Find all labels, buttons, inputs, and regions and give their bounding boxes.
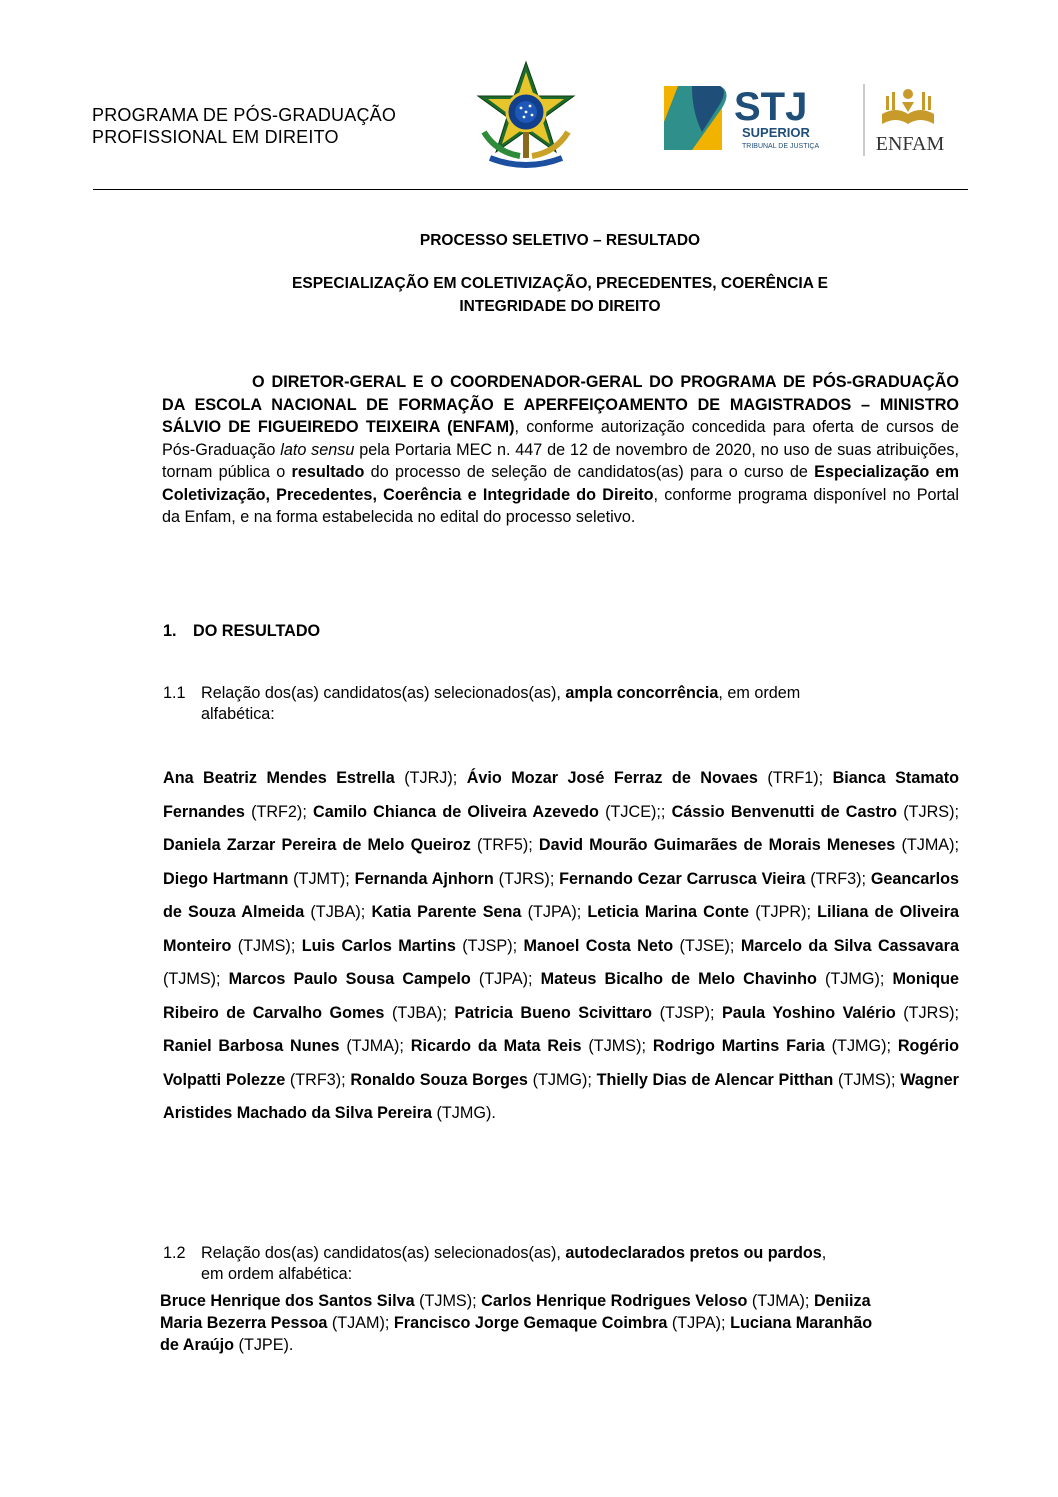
candidate-name: Geancarlos de Souza Almeida (163, 869, 959, 921)
candidate-court: (TRF1); (757, 769, 833, 787)
subsection-bold: ampla concorrência (565, 684, 719, 702)
candidate-name: Liliana de Oliveira Monteiro (163, 903, 959, 955)
candidate-court: (TJBA); (304, 903, 372, 921)
intro-result: resultado (291, 463, 365, 481)
candidate-court: (TJRJ); (394, 769, 467, 787)
candidate-court: (TJSP); (455, 936, 524, 955)
candidate-court: (TRF5); (470, 836, 539, 854)
section-number: 1. (163, 622, 177, 640)
candidate-court: (TJMS); (163, 970, 229, 988)
candidate-court: (TJAM); (327, 1314, 394, 1332)
candidate-name: Leticia Marina Conte (587, 903, 750, 921)
candidate-court: (TJRS); (895, 1003, 960, 1022)
candidate-court: (TJRS); (493, 869, 560, 888)
candidate-court: (TRF2); (244, 802, 313, 821)
candidate-court: (TJMG). (432, 1104, 496, 1122)
course-title-line-2: INTEGRIDADE DO DIREITO (459, 298, 661, 315)
candidate-name: Katia Parente Sena (371, 903, 522, 921)
brazil-coat-of-arms-icon (470, 58, 582, 178)
candidate-court: (TRF3); (805, 869, 871, 888)
candidate-name: Ana Beatriz Mendes Estrella (163, 769, 395, 787)
candidate-court: (TRF3); (285, 1070, 351, 1089)
course-title (160, 272, 960, 318)
subsection-continuation: alfabética: (201, 705, 275, 723)
candidate-court: (TJPA); (470, 970, 541, 988)
stj-line-2: TRIBUNAL DE JUSTIÇA (742, 143, 820, 150)
candidate-name: Rodrigo Martins Faria (652, 1037, 825, 1055)
course-title-line-1: ESPECIALIZAÇÃO EM COLETIVIZAÇÃO, PRECEDENTES, COERÊNCIA E (292, 275, 828, 292)
candidate-name: Wagner Aristides Machado da Silva Pereira (163, 1070, 959, 1122)
candidate-court: (TJMA); (747, 1292, 814, 1310)
enfam-logo (862, 80, 958, 160)
intro-text-4: , conforme programa disponível no Portal da Enfam, e na forma estabelecida no edital do processo seletivo. (162, 485, 959, 526)
candidates-list-pretos-pardos (160, 1290, 880, 1356)
candidate-court: (TJMT); (288, 869, 355, 888)
header-divider (93, 189, 968, 190)
candidate-name: Francisco Jorge Gemaque Coimbra (393, 1314, 668, 1332)
intro-text-2: pela Portaria MEC n. 447 de 12 de novembro de 2020, no uso de suas atribuições, tornam pública o (162, 440, 960, 481)
candidate-name: Thielly Dias de Alencar Pitthan (596, 1070, 834, 1089)
subsection-1-2 (163, 1243, 958, 1285)
candidate-court: (TJMG); (527, 1070, 597, 1089)
candidate-name: Monique Ribeiro de Carvalho Gomes (163, 970, 959, 1022)
candidate-name: Marcelo da Silva Cassavara (740, 936, 959, 955)
candidate-court: (TJMS); (581, 1037, 653, 1055)
candidate-court: (TJBA); (384, 1003, 455, 1022)
document-title: PROCESSO SELETIVO – RESULTADO (419, 232, 701, 249)
subsection-label: 1.1 (163, 684, 186, 702)
intro-italic: lato sensu (280, 440, 355, 459)
candidate-name: Ávio Mozar José Ferraz de Novaes (466, 769, 758, 787)
candidate-court: (TJPE). (234, 1336, 294, 1354)
candidate-name: Cássio Benvenutti de Castro (671, 802, 898, 821)
candidate-name: Daniela Zarzar Pereira de Melo Queiroz (163, 836, 471, 854)
program-line-1: PROGRAMA DE PÓS-GRADUAÇÃO (92, 105, 397, 125)
candidate-name: Luciana Maranhão de Araújo (160, 1314, 873, 1354)
intro-text-3: do processo de seleção de candidatos(as) para o curso de (364, 463, 815, 481)
subsection-bold: autodeclarados pretos ou pardos (565, 1244, 822, 1262)
subsection-text-end: , (821, 1244, 827, 1262)
candidate-name: Ronaldo Souza Borges (350, 1070, 528, 1089)
candidate-court: (TJMS); (833, 1070, 901, 1089)
candidate-name: Raniel Barbosa Nunes (163, 1037, 340, 1055)
candidate-court: (TJPR); (749, 903, 818, 921)
subsection-text: Relação dos(as) candidatos(as) selecionados(as), (201, 684, 566, 702)
program-line-2: PROFISSIONAL EM DIREITO (92, 127, 339, 147)
candidate-name: Camilo Chianca de Oliveira Azevedo (313, 802, 599, 821)
stj-acronym: STJ (734, 85, 808, 129)
section-title: DO RESULTADO (193, 622, 321, 640)
candidate-court: (TJPA); (521, 903, 588, 921)
stj-line-1: SUPERIOR (742, 125, 810, 140)
subsection-text-end: , em ordem (718, 684, 801, 702)
candidate-name: Fernanda Ajnhorn (354, 869, 494, 888)
candidate-court: (TJMA); (895, 836, 959, 854)
candidate-name: Diego Hartmann (163, 869, 289, 888)
candidate-court: (TJSE); (673, 936, 741, 955)
candidate-name: Patricia Bueno Scivittaro (454, 1003, 653, 1022)
candidate-court: (TJSP); (652, 1003, 722, 1022)
candidate-court: (TJRS); (897, 802, 959, 821)
candidate-name: David Mourão Guimarães de Morais Meneses (538, 836, 896, 854)
intro-text-1: , conforme autorização concedida para oferta de cursos de Pós-Graduação (162, 418, 959, 459)
candidates-list-ampla (163, 762, 959, 1131)
candidate-name: Ricardo da Mata Reis (410, 1037, 582, 1055)
candidate-name: Fernando Cezar Carrusca Vieira (559, 869, 806, 888)
section-heading (163, 622, 320, 641)
candidate-name: Luis Carlos Martins (301, 936, 456, 955)
candidate-name: Mateus Bicalho de Melo Chavinho (540, 970, 817, 988)
candidate-name: Bianca Stamato Fernandes (163, 769, 959, 821)
candidate-name: Deniiza Maria Bezerra Pessoa (160, 1292, 871, 1332)
candidate-name: Rogério Volpatti Polezze (163, 1037, 959, 1089)
candidate-court: (TJMG); (816, 970, 893, 988)
candidate-name: Carlos Henrique Rodrigues Veloso (481, 1292, 748, 1310)
program-name (92, 104, 396, 148)
candidate-court: (TJCE);; (598, 802, 672, 821)
subsection-label: 1.2 (163, 1244, 186, 1262)
stj-logo (662, 82, 852, 154)
candidate-court: (TJMS); (414, 1292, 482, 1310)
candidate-name: Paula Yoshino Valério (722, 1003, 896, 1022)
candidate-name: Manoel Costa Neto (523, 936, 674, 955)
subsection-text: Relação dos(as) candidatos(as) selecionados(as), (201, 1244, 566, 1262)
candidate-court: (TJMS); (231, 936, 302, 955)
subsection-1-1 (163, 683, 958, 725)
intro-authority: O DIRETOR-GERAL E O COORDENADOR-GERAL DO PROGRAMA DE PÓS-GRADUAÇÃO DA ESCOLA NACIONAL DE FORMAÇÃO E APERFEIÇOAMENTO DE MAGISTRADOS – MINISTRO SÁLVIO DE FIGUEIREDO TEIXEIRA (ENFAM) (162, 373, 959, 436)
intro-course: Especialização em Coletivização, Precedentes, Coerência e Integridade do Direito (162, 463, 959, 504)
candidate-court: (TJMG); (824, 1037, 898, 1055)
intro-paragraph (162, 371, 959, 529)
candidate-court: (TJMA); (339, 1037, 411, 1055)
candidate-name: Marcos Paulo Sousa Campelo (228, 970, 471, 988)
candidate-name: Bruce Henrique dos Santos Silva (160, 1292, 415, 1310)
enfam-text: ENFAM (875, 133, 945, 155)
candidate-court: (TJPA); (667, 1314, 731, 1332)
subsection-continuation: em ordem alfabética: (201, 1265, 353, 1283)
